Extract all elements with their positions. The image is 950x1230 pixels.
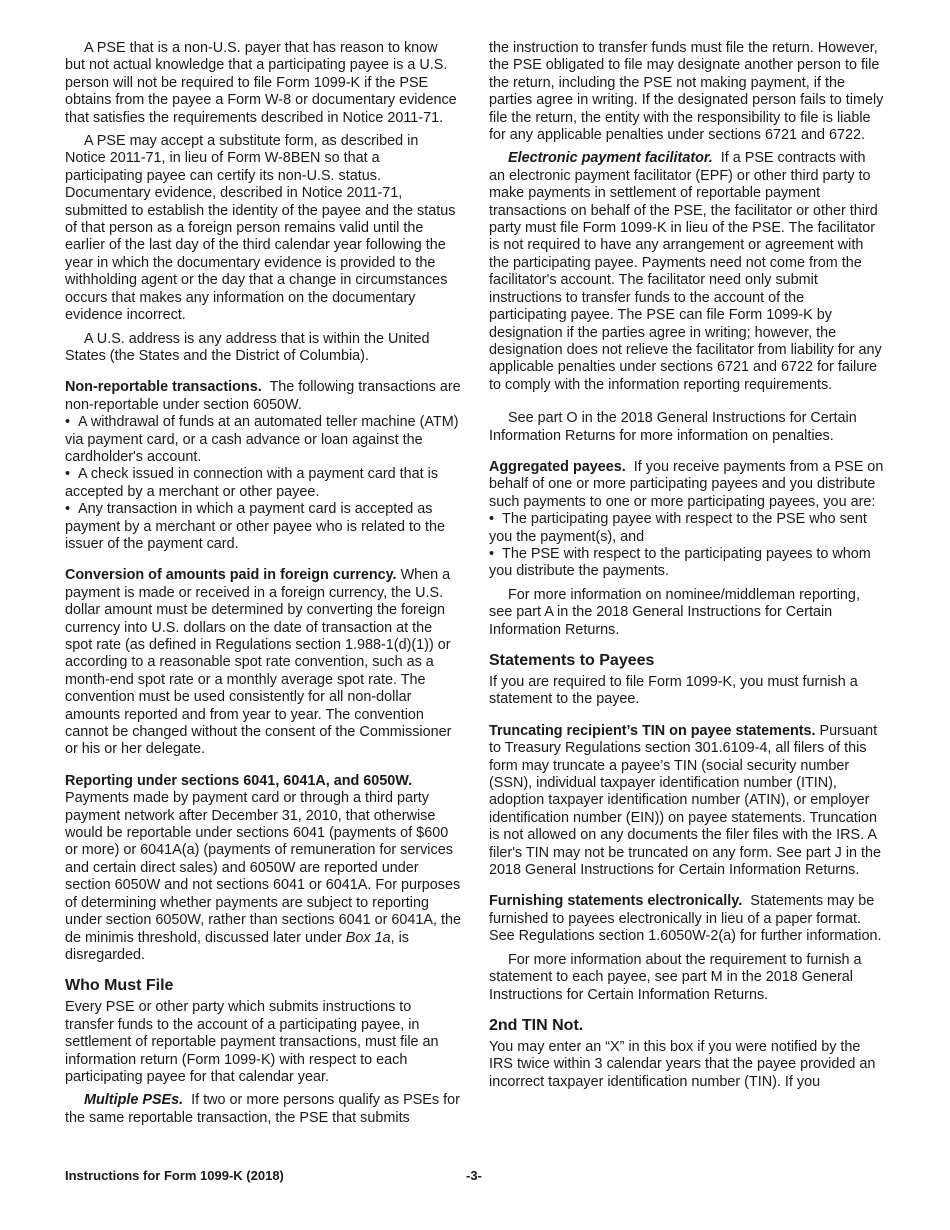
epf-text: If a PSE contracts with an electronic payment facilitator (EPF) or other third party to make payments in settlement of reportable payment transactions on behalf of the PSE, the facilitator or other third party must file Form 1099-K in lieu of the PSE. The facilitator is not required to have any arrangement or agreement with the participating payee. Payments need not come from the facilitator's account. The facilitator need only submit instructions to transfer funds to the account of the participating payee. The PSE can file Form 1099-K by designation if the parties agree in writing; however, the designation does not relieve the facilitator from liability for any applicable penalties under sections 6721 and 6722 for failure to comply with the information reporting requirements. [489,150,882,393]
aggregated-bullet: • The participating payee with respect to the PSE who sent you the payment(s), and [489,511,885,546]
reporting-text: Payments made by payment card or through a third party payment network after December 31, 2010, that otherwise would be reportable under sections 6041 (payments of $600 or more) or 6041A(a) (payments of remuneration for services and certain direct sales) and 6050W are reported under section 6050W and not sections 6041 or 6041A. For purposes of determining whether payments are subject to reporting under section 6050W, rather than sections 6041 or 6041A, the de minimis threshold, discussed later under [65,790,462,946]
furnishing-heading: Furnishing statements electronically. [489,893,743,910]
who-must-file-heading: Who Must File [65,977,174,995]
reporting-heading: Reporting under sections 6041, 6041A, and 6050W. [65,772,413,789]
conversion-heading: Conversion of amounts paid in foreign currency. [65,567,397,584]
paragraph-us-address: A U.S. address is any address that is within the United States (the States and the District of Columbia). [65,330,430,364]
section-furnishing [489,893,885,945]
aggregated-heading: Aggregated payees. [489,458,626,475]
truncating-heading: Truncating recipient’s TIN on payee statements. [489,722,816,739]
paragraph-instruction-transfer: the instruction to transfer funds must file the return. However, the PSE obligated to file may designate another person to file the return, including the PSE not making payment, if the parties agree in writing. If the designated person fails to timely file the return, the entity with the responsibility to file is liable for any applicable penalties under sections 6721 and 6722. [489,40,884,144]
non-reportable-bullet: • A withdrawal of funds at an automated teller machine (ATM) via payment card, or a cash advance or loan against the cardholder's account. [65,414,461,466]
furnishing-text: Statements may be furnished to payees electronically in lieu of a paper format. See Regulations section 1.6050W-2(a) for further information. [489,893,882,945]
non-reportable-bullet: • Any transaction in which a payment card is accepted as payment by a merchant or other payee who is related to the issuer of the payment card. [65,501,461,553]
section-multiple-pses [65,1092,461,1127]
conversion-text: When a payment is made or received in a foreign currency, the U.S. dollar amount must be determined by converting the foreign currency into U.S. dollars on the date of transaction at the spot rate (as defined in Regulations section 1.988-1(d)(1)) or according to a reasonable spot rate convention, such as a month-end spot rate or a monthly average spot rate. The convention must be used consistently for all non-dollar amounts reported and from year to year. The convention cannot be changed without the consent of the Commissioner or his or her delegate. [65,567,452,758]
non-reportable-intro [65,379,461,414]
footer-title: Instructions for Form 1099-K (2018) [65,1168,284,1183]
section-aggregated [489,459,885,581]
paragraph-more-info: For more information about the requirement to furnish a statement to each payee, see part M in the 2018 General Instructions for Certain Information Returns. [489,951,862,1003]
statements-text: If you are required to file Form 1099-K, you must furnish a statement to the payee. [489,674,858,708]
left-column [65,40,461,1133]
non-reportable-text: The following transactions are non-reportable under section 6050W. [65,379,461,413]
section-truncating [489,723,885,880]
section-conversion [65,567,461,758]
paragraph-substitute-form: A PSE may accept a substitute form, as described in Notice 2011-71, in lieu of Form W-8BEN so that a participating payee can certify its non-U.S. status. Documentary evidence, described in Notice 2011-71, submitted to establish the identity of the payee and the status of that person as a foreign person remains valid until the earlier of the last day of the third calendar year following the year in which the documentary evidence is provided to the withholding agent or the day that a change in circumstances occurs that makes any information on the documentary evidence incorrect. [65,133,456,324]
section-epf [489,150,885,394]
paragraph-nominee: For more information on nominee/middleman reporting, see part A in the 2018 General Instructions for Certain Information Returns. [489,586,860,638]
reporting-box-ref: Box 1a [345,929,391,946]
non-reportable-heading: Non-reportable transactions. [65,379,262,396]
epf-heading: Electronic payment facilitator. [508,150,713,167]
reporting-text-end: , is disregarded. [65,929,409,963]
multiple-pses-text: If two or more persons qualify as PSEs for the same reportable transaction, the PSE that submits [65,1092,460,1126]
aggregated-text: If you receive payments from a PSE on behalf of one or more participating payees and you distribute such payments to one or more participating payees, you are: [489,458,884,510]
truncating-text: Pursuant to Treasury Regulations section 301.6109-4, all filers of this form may truncate a payee’s TIN (social security number (SSN), individual taxpayer identification number (ITIN), adoption taxpayer identification number (ATIN), or employer identification number (EIN)) on payee statements. Truncation is not allowed on any documents the filer files with the IRS. A filer's TIN may not be truncated on any form. See part J in the 2018 General Instructions for Certain Information Returns. [489,722,882,879]
aggregated-intro [489,459,885,511]
non-reportable-bullet: • A check issued in connection with a payment card that is accepted by a merchant or other payee. [65,466,461,501]
page-number: -3- [466,1168,482,1183]
multiple-pses-heading: Multiple PSEs. [84,1092,184,1109]
section-non-reportable [65,379,461,553]
paragraph-see-part-o: See part O in the 2018 General Instructions for Certain Information Returns for more information on penalties. [489,410,857,444]
tin-not-heading: 2nd TIN Not. [489,1016,584,1034]
aggregated-bullet: • The PSE with respect to the participating payees to whom you distribute the payments. [489,546,885,581]
tin-not-text: You may enter an “X” in this box if you were notified by the IRS twice within 3 calendar years that the payee provided an incorrect taxpayer identification number (TIN). If you [489,1038,876,1090]
section-reporting [65,773,461,964]
right-column [489,40,885,1097]
who-must-file-text: Every PSE or other party which submits instructions to transfer funds to the account of a participating payee, in settlement of reportable payment transactions, must file an information return (Form 1099-K) with respect to each participating payee for that calendar year. [65,999,439,1085]
paragraph-non-us-payer: A PSE that is a non-U.S. payer that has reason to know but not actual knowledge that a participating payee is a U.S. person will not be required to file Form 1099-K if the PSE obtains from the payee a Form W-8 or documentary evidence that satisfies the requirements described in Notice 2011-71. [65,40,457,126]
statements-heading: Statements to Payees [489,652,655,669]
